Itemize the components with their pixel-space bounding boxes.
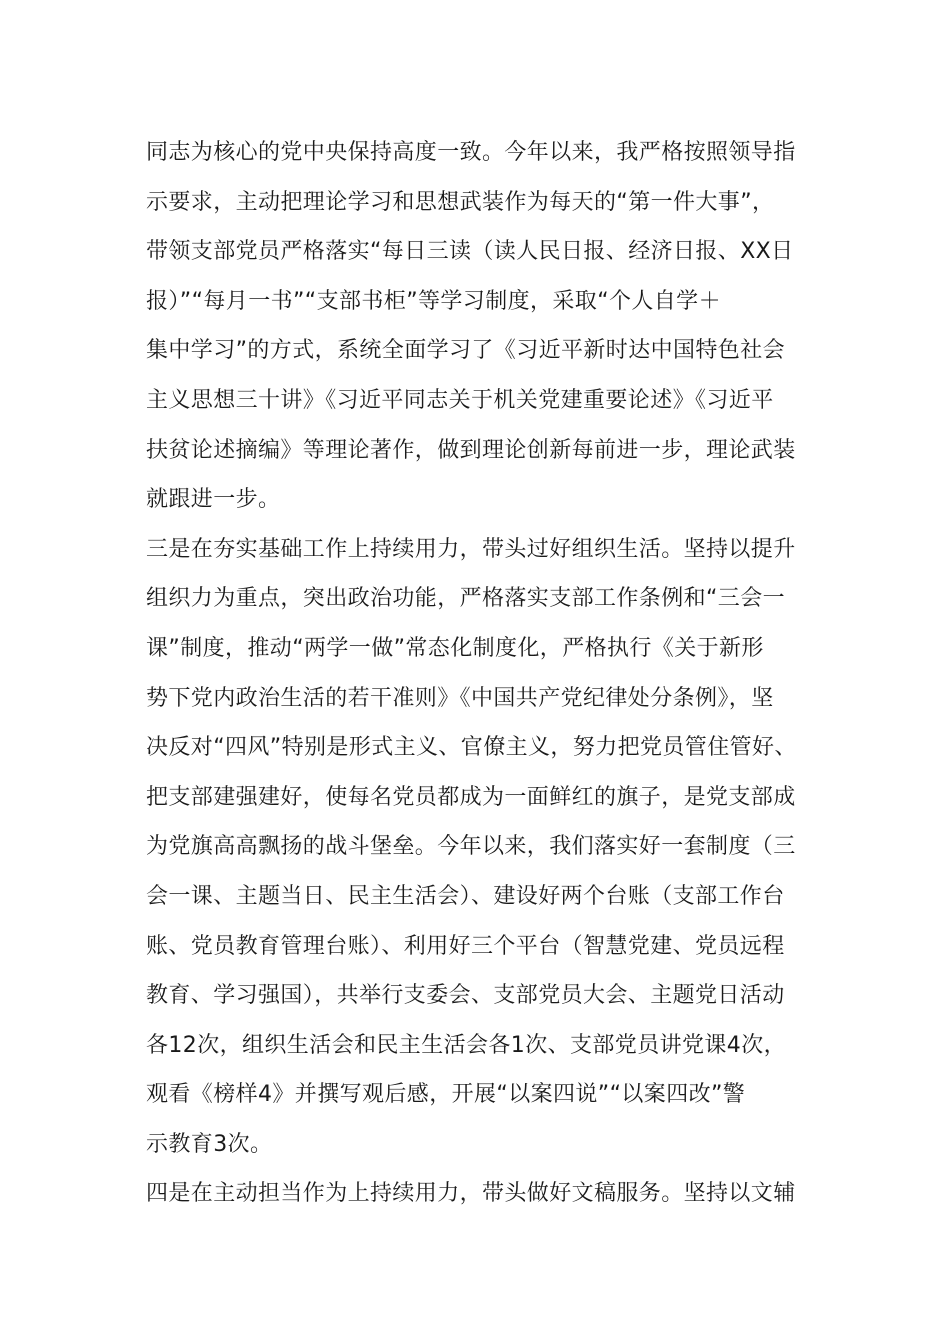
text-line: 组织力为重点，突出政治功能，严格落实支部工作条例和“三会一 [146,586,785,612]
text-line: 观看《榜样4》并撰写观后感，开展“以案四说”“以案四改”警 [146,1082,746,1108]
text-line: 示要求，主动把理论学习和思想武装作为每天的“第一件大事”， [146,189,775,215]
text-line: 报）”“每月一书”“支部书柜”等学习制度，采取“个人自学＋ [146,288,721,314]
text-line: 决反对“四风”特别是形式主义、官僚主义，努力把党员管住管好、 [146,735,797,761]
text-line: 带领支部党员严格落实“每日三读（读人民日报、经济日报、XX日 [146,239,794,265]
document-body [146,128,836,1219]
text-line: 课”制度，推动“两学一做”常态化制度化，严格执行《关于新形 [146,635,764,661]
text-line: 各12次，组织生活会和民主生活会各1次、支部党员讲党课4次， [146,1032,786,1058]
text-line: 示教育3次。 [146,1131,273,1157]
text-line: 势下党内政治生活的若干准则》《中国共产党纪律处分条例》，坚 [146,685,774,711]
text-line: 为党旗高高飘扬的战斗堡垒。今年以来，我们落实好一套制度（三 [146,834,796,860]
text-line: 四是在主动担当作为上持续用力，带头做好文稿服务。坚持以文辅 [146,1181,796,1207]
text-line: 扶贫论述摘编》等理论著作，做到理论创新每前进一步，理论武装 [146,437,796,463]
text-line: 教育、学习强国），共举行支委会、支部党员大会、主题党日活动 [146,983,785,1009]
text-line: 就跟进一步。 [146,487,281,513]
text-line: 会一课、主题当日、民主生活会）、建设好两个台账（支部工作台 [146,883,785,909]
text-line: 集中学习”的方式，系统全面学习了《习近平新时达中国特色社会 [146,338,785,364]
text-line: 同志为核心的党中央保持高度一致。今年以来，我严格按照领导指 [146,140,796,165]
text-line: 账、党员教育管理台账）、利用好三个平台（智慧党建、党员远程 [146,933,785,959]
text-line: 主义思想三十讲》《习近平同志关于机关党建重要论述》《习近平 [146,387,774,413]
text-line: 把支部建强建好，使每名党员都成为一面鲜红的旗子，是党支部成 [146,784,796,810]
text-line: 三是在夯实基础工作上持续用力，带头过好组织生活。坚持以提升 [146,536,796,562]
